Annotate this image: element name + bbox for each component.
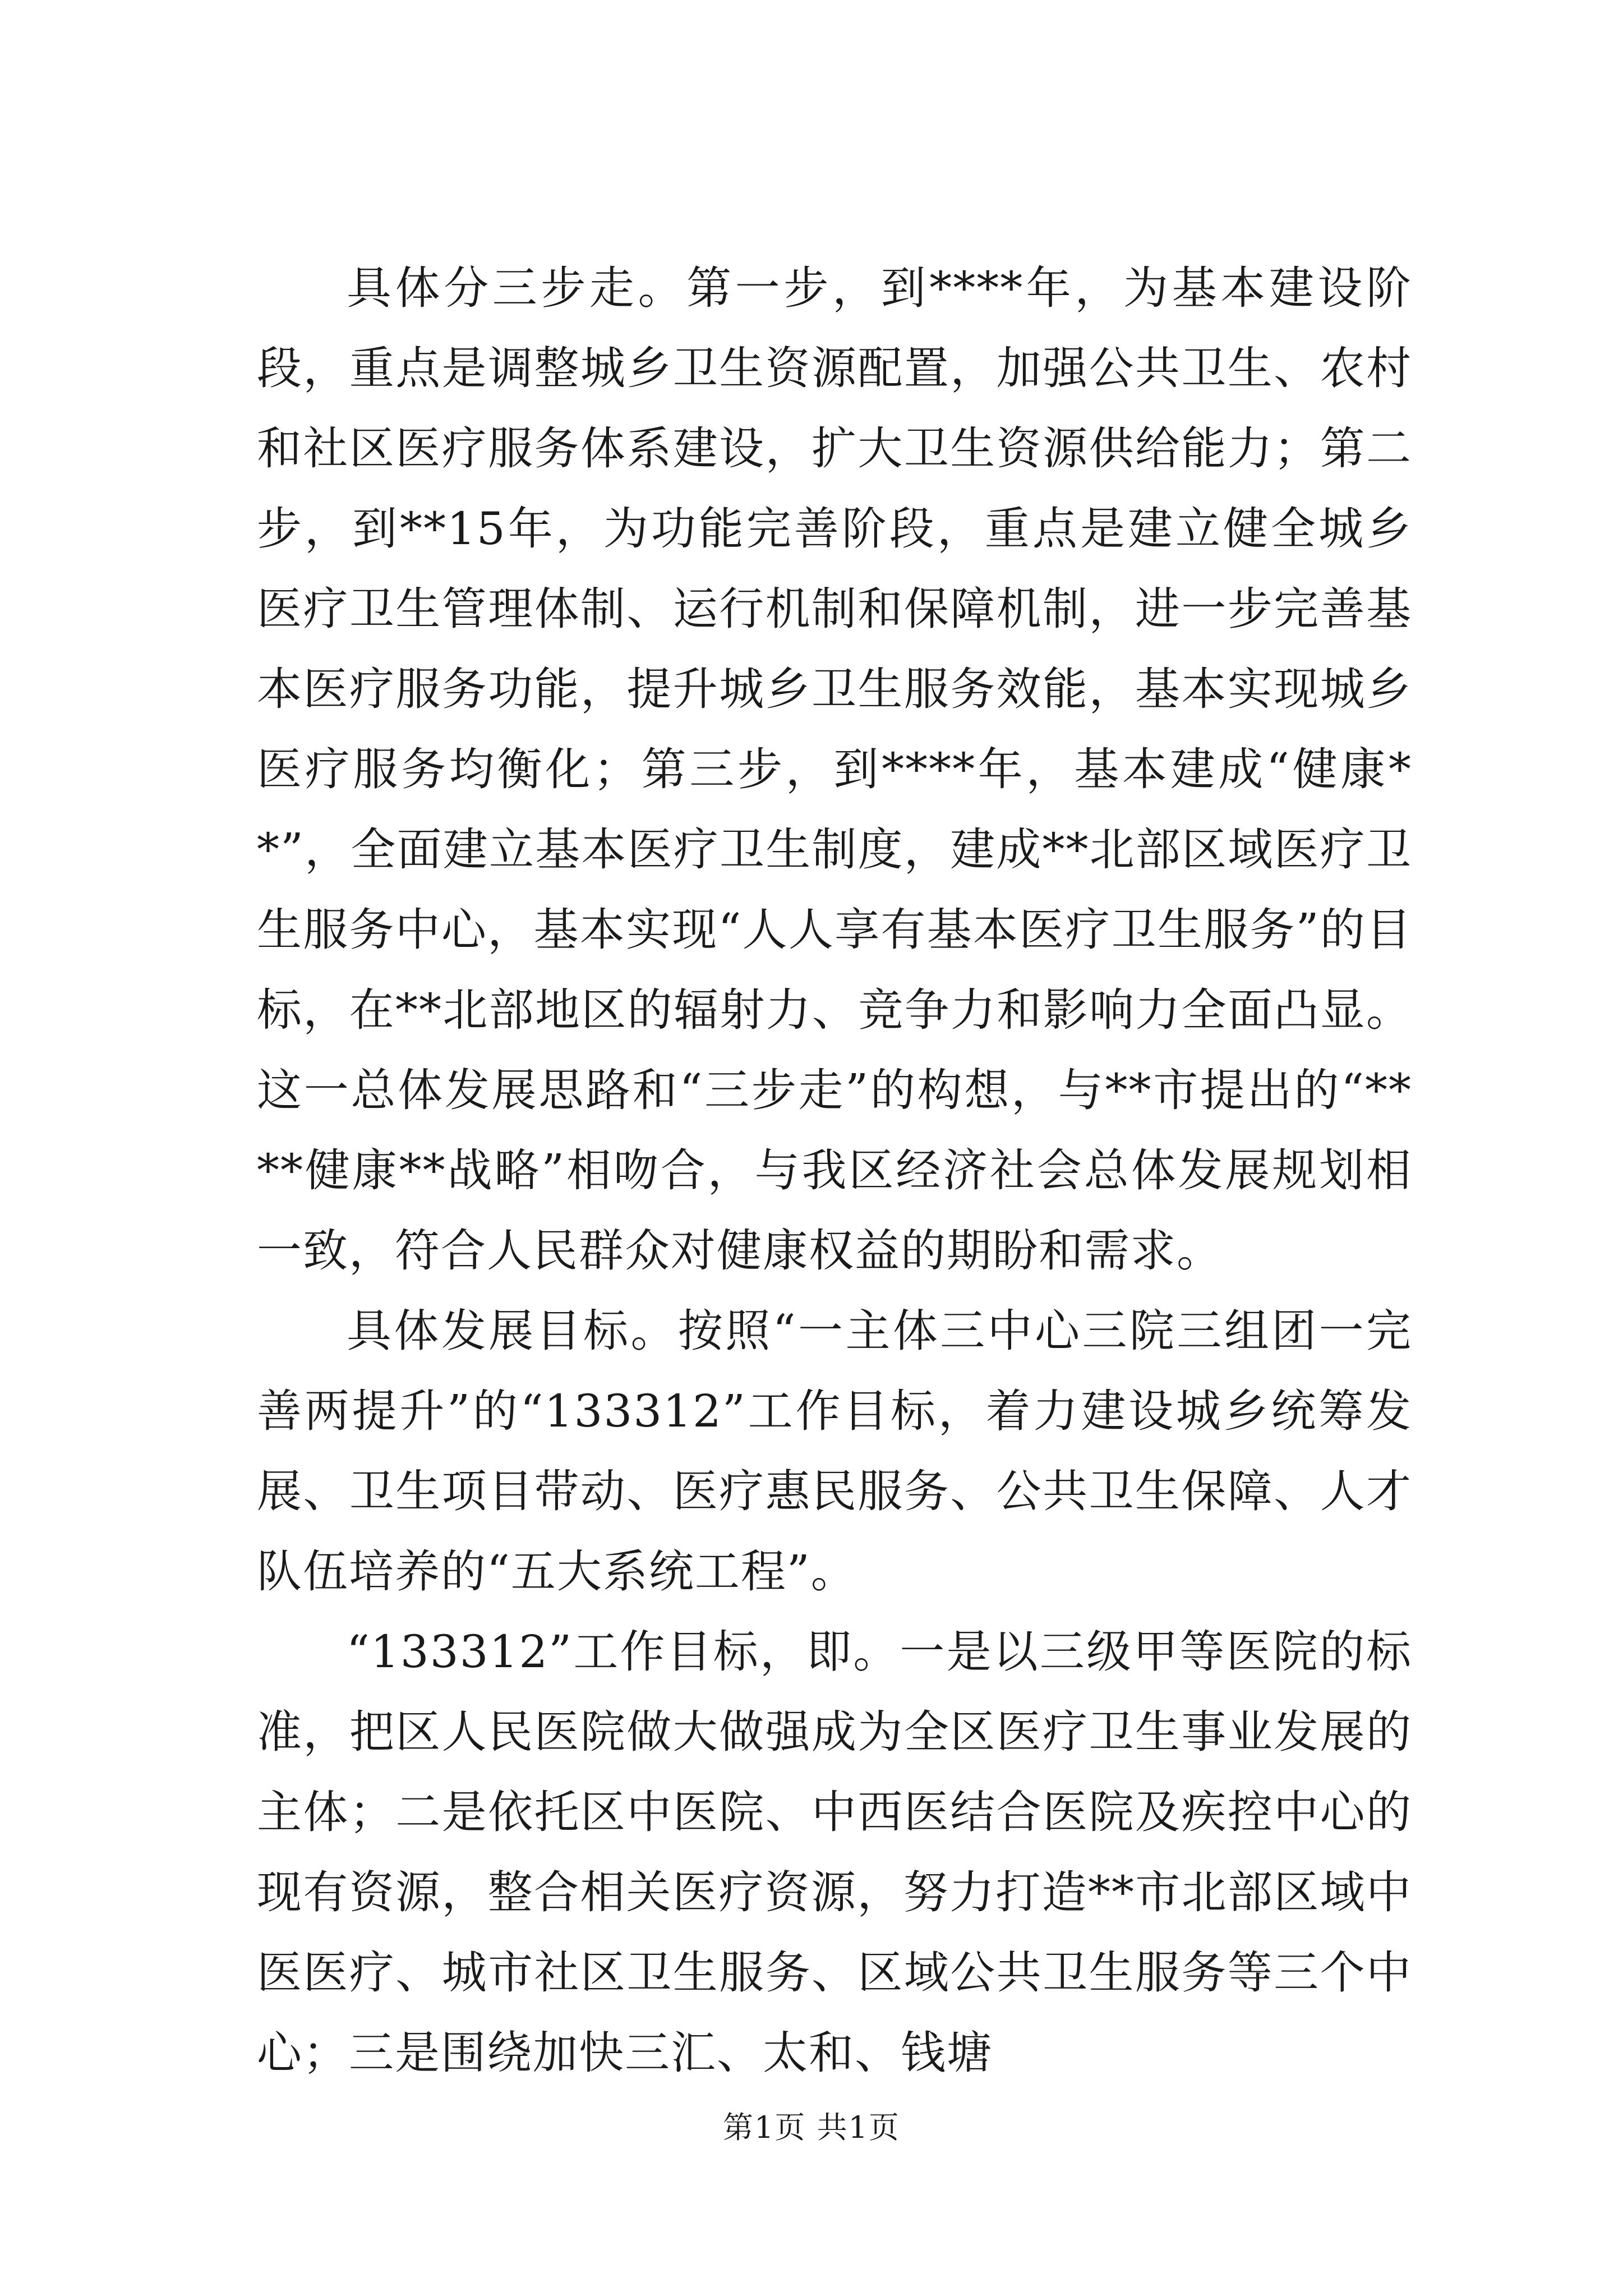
document-body <box>257 248 1412 2093</box>
paragraph-three-steps: 具体分三步走。第一步，到****年，为基本建设阶段，重点是调整城乡卫生资源配置，加强公共卫生、农村和社区医疗服务体系建设，扩大卫生资源供给能力；第二步，到**15年，为功能完善阶段，重点是建立健全城乡医疗卫生管理体制、运行机制和保障机制，进一步完善基本医疗服务功能，提升城乡卫生服务效能，基本实现城乡医疗服务均衡化；第三步，到****年，基本建成“健康**”，全面建立基本医疗卫生制度，建成**北部区域医疗卫生服务中心，基本实现“人人享有基本医疗卫生服务”的目标，在**北部地区的辐射力、竞争力和影响力全面凸显。这一总体发展思路和“三步走”的构想，与**市提出的“****健康**战略”相吻合，与我区经济社会总体发展规划相一致，符合人民群众对健康权益的期盼和需求。 <box>257 262 1412 1277</box>
paragraph-133312-goals: “133312”工作目标，即。一是以三级甲等医院的标准，把区人民医院做大做强成为全区医疗卫生事业发展的主体；二是依托区中医院、中西医结合医院及疾控中心的现有资源，整合相关医疗资源，努力打造**市北部区域中医医疗、城市社区卫生服务、区域公共卫生服务等三个中心；三是围绕加快三汇、太和、钱塘 <box>257 1626 1412 2079</box>
paragraph-development-goals: 具体发展目标。按照“一主体三中心三院三组团一完善两提升”的“133312”工作目标，着力建设城乡统筹发展、卫生项目带动、医疗惠民服务、公共卫生保障、人才队伍培养的“五大系统工程”。 <box>257 1305 1412 1598</box>
page-footer: 第1页 共1页 <box>723 2110 900 2145</box>
